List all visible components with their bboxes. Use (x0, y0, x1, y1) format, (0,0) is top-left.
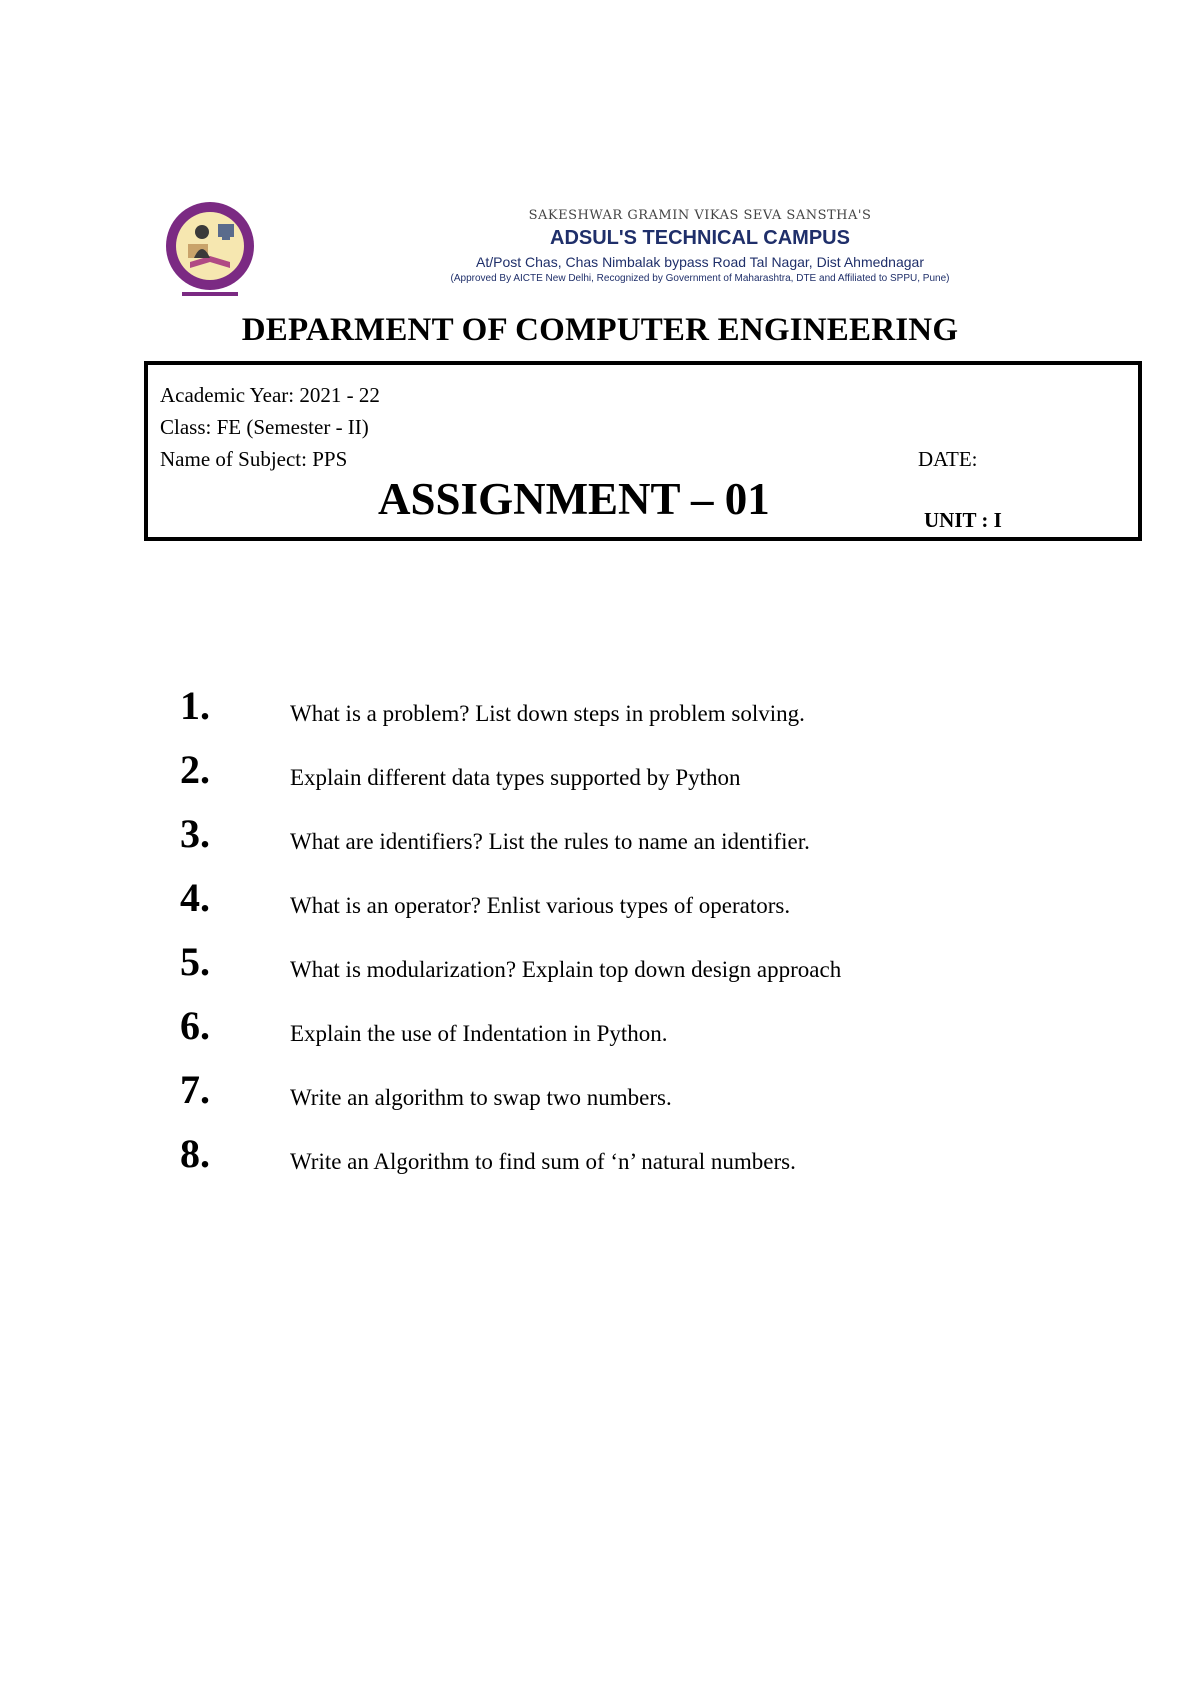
approval-note: (Approved By AICTE New Delhi, Recognized by Government of Maharashtra, DTE and Affiliated to SPPU, Pune) (450, 273, 950, 284)
assignment-info-box (144, 361, 1142, 541)
question-text: What are identifiers? List the rules to name an identifier. (290, 829, 810, 854)
institution-logo (160, 200, 260, 302)
question-text: What is modularization? Explain top down design approach (290, 957, 842, 982)
question-text: Explain the use of Indentation in Python. (290, 1021, 668, 1046)
date-label: DATE: (918, 447, 978, 471)
campus-header (380, 208, 1020, 286)
question-text: What is a problem? List down steps in problem solving. (290, 701, 805, 726)
question-number: 7. (180, 1067, 210, 1112)
question-item (180, 875, 1080, 942)
class-info: Class: FE (Semester - II) (160, 415, 369, 439)
question-item (180, 1067, 1080, 1134)
assignment-title: ASSIGNMENT – 01 (378, 474, 770, 524)
question-number: 5. (180, 939, 210, 984)
department-title: DEPARMENT OF COMPUTER ENGINEERING (241, 312, 959, 348)
question-list (180, 683, 1080, 1198)
trust-name: SAKESHWAR GRAMIN VIKAS SEVA SANSTHA'S (528, 208, 872, 223)
question-text: Write an algorithm to swap two numbers. (290, 1085, 672, 1110)
question-item (180, 747, 1080, 814)
question-number: 1. (180, 683, 210, 728)
question-number: 8. (180, 1131, 210, 1176)
question-number: 6. (180, 1003, 210, 1048)
question-number: 2. (180, 747, 210, 792)
question-text: What is an operator? Enlist various types of operators. (290, 893, 791, 918)
academic-year: Academic Year: 2021 - 22 (160, 383, 380, 407)
question-item (180, 939, 1080, 1006)
campus-name: ADSUL'S TECHNICAL CAMPUS (550, 227, 850, 249)
question-number: 4. (180, 875, 210, 920)
unit-label: UNIT : I (924, 508, 1002, 532)
campus-address: At/Post Chas, Chas Nimbalak bypass Road Tal Nagar, Dist Ahmednagar (476, 254, 924, 270)
question-item (180, 683, 1080, 750)
question-text: Explain different data types supported by Python (290, 765, 741, 790)
question-item (180, 811, 1080, 878)
question-item (180, 1003, 1080, 1070)
question-item (180, 1131, 1080, 1198)
question-number: 3. (180, 811, 210, 856)
subject-name: Name of Subject: PPS (160, 447, 348, 471)
question-text: Write an Algorithm to find sum of ‘n’ natural numbers. (290, 1149, 796, 1174)
